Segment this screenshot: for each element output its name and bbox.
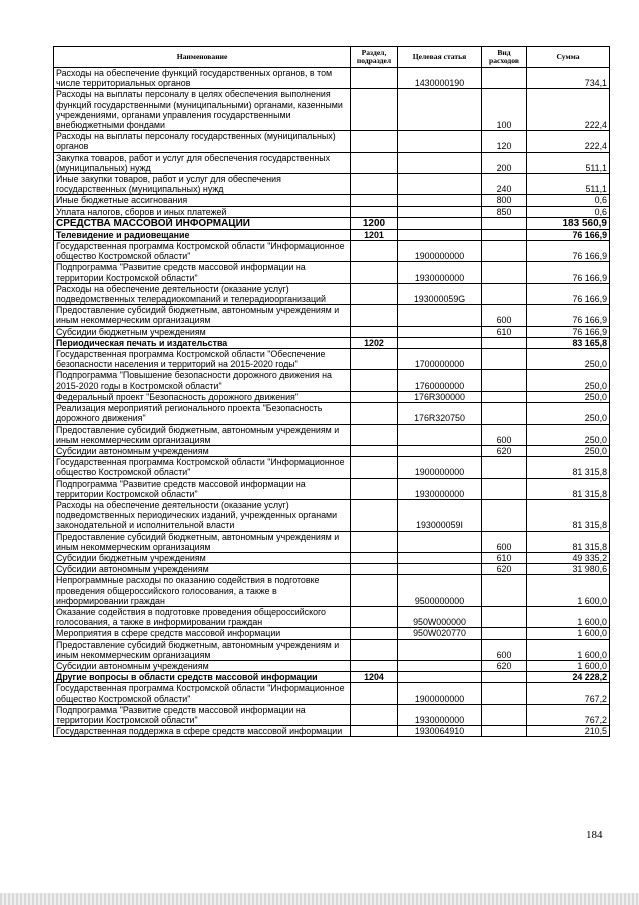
row-section-cell: [351, 326, 398, 337]
row-section-cell: [351, 683, 398, 704]
table-row: [54, 478, 610, 499]
row-sum-cell: 76 166,9: [527, 241, 610, 262]
row-sum-cell: 183 560,9: [527, 217, 610, 229]
row-section-cell: 1200: [351, 217, 398, 229]
row-target-cell: 950W020770: [398, 628, 482, 639]
table-row: [54, 195, 610, 206]
row-name-cell: Расходы на обеспечение деятельности (оказание услуг) подведомственных периодических изданий, учрежденных органами законодательной и исполнительной власти: [54, 499, 351, 531]
table-row: [54, 683, 610, 704]
row-name-cell: Субсидии бюджетным учреждениям: [54, 552, 351, 563]
row-section-cell: [351, 391, 398, 402]
row-name-cell: Государственная программа Костромской области "Обеспечение безопасности населения и территорий на 2015-2020 годы": [54, 349, 351, 370]
row-name-cell: Расходы на обеспечение функций государственных органов, в том числе территориальных органов: [54, 68, 351, 89]
row-target-cell: [398, 89, 482, 131]
row-section-cell: [351, 445, 398, 456]
row-sum-cell: 1 600,0: [527, 660, 610, 671]
row-type-cell: [482, 217, 527, 229]
row-type-cell: [482, 262, 527, 283]
row-sum-cell: 250,0: [527, 370, 610, 391]
row-type-cell: [482, 241, 527, 262]
row-target-cell: 176R300000: [398, 391, 482, 402]
table-row: [54, 337, 610, 348]
row-sum-cell: 250,0: [527, 391, 610, 402]
table-row: [54, 552, 610, 563]
row-target-cell: 9500000000: [398, 575, 482, 607]
row-type-cell: [482, 478, 527, 499]
row-target-cell: [398, 445, 482, 456]
row-type-cell: 100: [482, 89, 527, 131]
row-type-cell: 600: [482, 305, 527, 326]
row-sum-cell: 210,5: [527, 726, 610, 737]
row-name-cell: Предоставление субсидий бюджетным, автономным учреждениям и иным некоммерческим организациям: [54, 639, 351, 660]
row-target-cell: [398, 564, 482, 575]
row-type-cell: [482, 628, 527, 639]
row-name-cell: Иные бюджетные ассигнования: [54, 195, 351, 206]
table-row: [54, 241, 610, 262]
row-name-cell: Подпрограмма "Повышение безопасности дорожного движения на 2015-2020 годы в Костромской области": [54, 370, 351, 391]
table-body: [54, 68, 610, 737]
row-target-cell: 1900000000: [398, 457, 482, 478]
row-name-cell: Другие вопросы в области средств массовой информации: [54, 672, 351, 683]
row-section-cell: [351, 403, 398, 424]
row-name-cell: Субсидии автономным учреждениям: [54, 564, 351, 575]
table-row: [54, 704, 610, 725]
row-sum-cell: 24 228,2: [527, 672, 610, 683]
row-target-cell: [398, 217, 482, 229]
header-sum: Сумма: [527, 47, 610, 68]
row-type-cell: [482, 229, 527, 240]
row-sum-cell: 511,1: [527, 174, 610, 195]
row-target-cell: [398, 152, 482, 173]
table-row: [54, 639, 610, 660]
row-target-cell: 1930064910: [398, 726, 482, 737]
row-sum-cell: 76 166,9: [527, 305, 610, 326]
row-name-cell: Государственная программа Костромской области "Информационное общество Костромской области": [54, 457, 351, 478]
row-section-cell: [351, 206, 398, 217]
row-name-cell: Уплата налогов, сборов и иных платежей: [54, 206, 351, 217]
table-row: [54, 262, 610, 283]
row-sum-cell: 767,2: [527, 683, 610, 704]
row-section-cell: [351, 726, 398, 737]
row-name-cell: Предоставление субсидий бюджетным, автономным учреждениям и иным некоммерческим организациям: [54, 305, 351, 326]
row-sum-cell: 250,0: [527, 403, 610, 424]
row-sum-cell: 1 600,0: [527, 628, 610, 639]
table-row: [54, 152, 610, 173]
row-section-cell: [351, 370, 398, 391]
header-type: Вид расходов: [482, 47, 527, 68]
row-sum-cell: 76 166,9: [527, 283, 610, 304]
row-section-cell: [351, 89, 398, 131]
row-section-cell: 1201: [351, 229, 398, 240]
table-row: [54, 174, 610, 195]
row-section-cell: [351, 305, 398, 326]
row-sum-cell: 1 600,0: [527, 575, 610, 607]
row-target-cell: 193000059I: [398, 499, 482, 531]
table-row: [54, 424, 610, 445]
row-type-cell: [482, 337, 527, 348]
row-type-cell: [482, 726, 527, 737]
row-target-cell: 1930000000: [398, 262, 482, 283]
row-section-cell: [351, 131, 398, 152]
row-section-cell: [351, 478, 398, 499]
row-target-cell: [398, 195, 482, 206]
row-type-cell: [482, 370, 527, 391]
row-section-cell: [351, 68, 398, 89]
row-type-cell: [482, 68, 527, 89]
table-row: [54, 206, 610, 217]
row-sum-cell: 250,0: [527, 445, 610, 456]
table-row: [54, 403, 610, 424]
row-type-cell: 610: [482, 552, 527, 563]
row-section-cell: [351, 575, 398, 607]
row-name-cell: Подпрограмма "Развитие средств массовой информации на территории Костромской области": [54, 262, 351, 283]
row-type-cell: [482, 403, 527, 424]
row-name-cell: Подпрограмма "Развитие средств массовой информации на территории Костромской области": [54, 478, 351, 499]
row-name-cell: Расходы на выплаты персоналу государственных (муниципальных) органов: [54, 131, 351, 152]
row-name-cell: Мероприятия в сфере средств массовой информации: [54, 628, 351, 639]
row-sum-cell: 1 600,0: [527, 606, 610, 627]
row-type-cell: 800: [482, 195, 527, 206]
row-name-cell: Подпрограмма "Развитие средств массовой информации на территории Костромской области": [54, 704, 351, 725]
table-row: [54, 349, 610, 370]
row-name-cell: Субсидии бюджетным учреждениям: [54, 326, 351, 337]
table-row: [54, 660, 610, 671]
row-name-cell: Расходы на обеспечение деятельности (оказание услуг) подведомственных телерадиокомпаний и телерадиоорганизаций: [54, 283, 351, 304]
table-row: [54, 68, 610, 89]
row-section-cell: [351, 457, 398, 478]
row-sum-cell: 81 315,8: [527, 478, 610, 499]
row-type-cell: 600: [482, 639, 527, 660]
row-target-cell: 1760000000: [398, 370, 482, 391]
row-sum-cell: 81 315,8: [527, 531, 610, 552]
row-section-cell: [351, 660, 398, 671]
row-type-cell: [482, 499, 527, 531]
row-target-cell: 1700000000: [398, 349, 482, 370]
row-target-cell: [398, 229, 482, 240]
row-sum-cell: 49 335,2: [527, 552, 610, 563]
table-row: [54, 229, 610, 240]
row-section-cell: 1204: [351, 672, 398, 683]
row-target-cell: [398, 206, 482, 217]
row-type-cell: 620: [482, 445, 527, 456]
table-row: [54, 217, 610, 229]
row-section-cell: [351, 639, 398, 660]
row-name-cell: Оказание содействия в подготовке проведения общероссийского голосования, а также в информировании граждан: [54, 606, 351, 627]
row-section-cell: [351, 564, 398, 575]
row-sum-cell: 83 165,8: [527, 337, 610, 348]
row-name-cell: Расходы на выплаты персоналу в целях обеспечения выполнения функций государственными (муниципальными) органами, казенными учреждениями, органами управления государственными внебюджетными фондами: [54, 89, 351, 131]
table-row: [54, 305, 610, 326]
row-name-cell: Периодическая печать и издательства: [54, 337, 351, 348]
row-section-cell: [351, 283, 398, 304]
row-section-cell: [351, 531, 398, 552]
table-row: [54, 326, 610, 337]
row-section-cell: [351, 195, 398, 206]
row-sum-cell: 76 166,9: [527, 262, 610, 283]
row-name-cell: Государственная программа Костромской области "Информационное общество Костромской области": [54, 683, 351, 704]
row-section-cell: [351, 628, 398, 639]
row-target-cell: 1930000000: [398, 478, 482, 499]
scan-edge-strip: [0, 893, 639, 905]
row-target-cell: [398, 337, 482, 348]
row-sum-cell: 0,6: [527, 206, 610, 217]
page-number: 184: [586, 829, 603, 841]
row-sum-cell: 222,4: [527, 131, 610, 152]
row-type-cell: 620: [482, 660, 527, 671]
row-sum-cell: 222,4: [527, 89, 610, 131]
row-sum-cell: 1 600,0: [527, 639, 610, 660]
row-name-cell: Федеральный проект "Безопасность дорожного движения": [54, 391, 351, 402]
row-sum-cell: 81 315,8: [527, 499, 610, 531]
table-row: [54, 564, 610, 575]
row-type-cell: [482, 672, 527, 683]
row-target-cell: 193000059G: [398, 283, 482, 304]
table-row: [54, 628, 610, 639]
row-type-cell: 850: [482, 206, 527, 217]
row-type-cell: 200: [482, 152, 527, 173]
row-type-cell: [482, 457, 527, 478]
row-type-cell: [482, 606, 527, 627]
row-section-cell: [351, 152, 398, 173]
table-header-row: [54, 47, 610, 68]
row-sum-cell: 250,0: [527, 424, 610, 445]
row-section-cell: [351, 349, 398, 370]
row-target-cell: [398, 174, 482, 195]
row-name-cell: Государственная программа Костромской области "Информационное общество Костромской области": [54, 241, 351, 262]
row-name-cell: Непрограммные расходы по оказанию содействия в подготовке проведения общероссийского голосования, а также в информировании граждан: [54, 575, 351, 607]
table-row: [54, 391, 610, 402]
row-type-cell: [482, 349, 527, 370]
row-section-cell: 1202: [351, 337, 398, 348]
table-row: [54, 672, 610, 683]
row-type-cell: 600: [482, 531, 527, 552]
row-type-cell: [482, 283, 527, 304]
table-row: [54, 370, 610, 391]
row-sum-cell: 250,0: [527, 349, 610, 370]
row-target-cell: 1900000000: [398, 683, 482, 704]
row-target-cell: [398, 531, 482, 552]
row-sum-cell: 511,1: [527, 152, 610, 173]
row-section-cell: [351, 552, 398, 563]
table-row: [54, 131, 610, 152]
header-section: Раздел, подраздел: [351, 47, 398, 68]
budget-table: [53, 46, 610, 737]
row-section-cell: [351, 424, 398, 445]
row-sum-cell: 76 166,9: [527, 326, 610, 337]
row-section-cell: [351, 606, 398, 627]
row-type-cell: 610: [482, 326, 527, 337]
row-type-cell: 600: [482, 424, 527, 445]
row-section-cell: [351, 241, 398, 262]
row-target-cell: [398, 326, 482, 337]
row-target-cell: 1900000000: [398, 241, 482, 262]
row-target-cell: 1430000190: [398, 68, 482, 89]
row-name-cell: Реализация мероприятий регионального проекта "Безопасность дорожного движения": [54, 403, 351, 424]
row-type-cell: [482, 683, 527, 704]
row-name-cell: Закупка товаров, работ и услуг для обеспечения государственных (муниципальных) нужд: [54, 152, 351, 173]
table-row: [54, 445, 610, 456]
row-name-cell: Субсидии автономным учреждениям: [54, 660, 351, 671]
row-type-cell: 240: [482, 174, 527, 195]
row-target-cell: [398, 552, 482, 563]
row-type-cell: [482, 575, 527, 607]
table-row: [54, 606, 610, 627]
table-row: [54, 499, 610, 531]
row-sum-cell: 76 166,9: [527, 229, 610, 240]
row-name-cell: Иные закупки товаров, работ и услуг для обеспечения государственных (муниципальных) нужд: [54, 174, 351, 195]
row-sum-cell: 31 980,6: [527, 564, 610, 575]
row-type-cell: 620: [482, 564, 527, 575]
row-target-cell: [398, 131, 482, 152]
header-target: Целевая статья: [398, 47, 482, 68]
table-row: [54, 575, 610, 607]
row-sum-cell: 81 315,8: [527, 457, 610, 478]
table-row: [54, 531, 610, 552]
row-sum-cell: 734,1: [527, 68, 610, 89]
row-type-cell: [482, 391, 527, 402]
row-target-cell: [398, 672, 482, 683]
row-target-cell: [398, 424, 482, 445]
row-section-cell: [351, 262, 398, 283]
row-target-cell: [398, 305, 482, 326]
row-name-cell: Телевидение и радиовещание: [54, 229, 351, 240]
table-row: [54, 457, 610, 478]
table-row: [54, 726, 610, 737]
row-name-cell: СРЕДСТВА МАССОВОЙ ИНФОРМАЦИИ: [54, 217, 351, 229]
row-type-cell: 120: [482, 131, 527, 152]
table-row: [54, 89, 610, 131]
row-type-cell: [482, 704, 527, 725]
row-name-cell: Государственная поддержка в сфере средств массовой информации: [54, 726, 351, 737]
row-sum-cell: 767,2: [527, 704, 610, 725]
row-section-cell: [351, 499, 398, 531]
row-target-cell: 950W000000: [398, 606, 482, 627]
row-section-cell: [351, 704, 398, 725]
row-name-cell: Предоставление субсидий бюджетным, автономным учреждениям и иным некоммерческим организациям: [54, 424, 351, 445]
row-sum-cell: 0,6: [527, 195, 610, 206]
table-row: [54, 283, 610, 304]
row-target-cell: [398, 660, 482, 671]
row-name-cell: Субсидии автономным учреждениям: [54, 445, 351, 456]
row-target-cell: 1930000000: [398, 704, 482, 725]
row-target-cell: [398, 639, 482, 660]
row-target-cell: 176R320750: [398, 403, 482, 424]
row-section-cell: [351, 174, 398, 195]
header-name: Наименование: [54, 47, 351, 68]
row-name-cell: Предоставление субсидий бюджетным, автономным учреждениям и иным некоммерческим организациям: [54, 531, 351, 552]
